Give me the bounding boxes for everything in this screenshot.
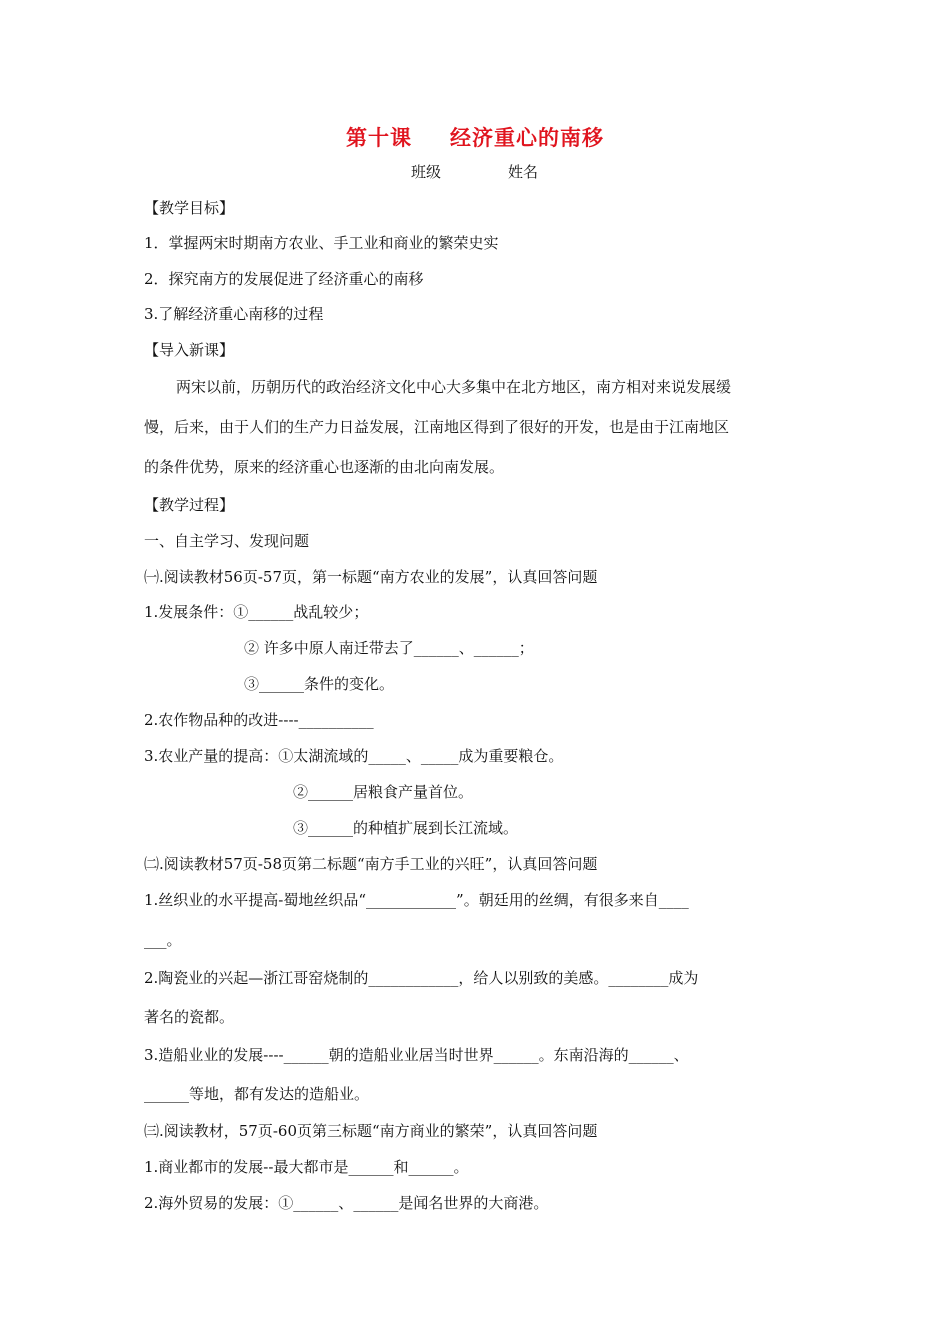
question-line: ③______条件的变化。 — [244, 675, 395, 693]
intro-paragraph-line: 两宋以前，历朝历代的政治经济文化中心大多集中在北方地区，南方相对来说发展缓 — [176, 378, 732, 396]
objectives-heading: 【教学目标】 — [144, 199, 235, 217]
objective-item: 1．掌握两宋时期南方农业、手工业和商业的繁荣史实 — [144, 234, 499, 252]
question-line: 3.农业产量的提高：①太湖流域的_____、_____成为重要粮仓。 — [144, 747, 564, 765]
question-line: 1.商业都市的发展--最大都市是______和______。 — [144, 1158, 469, 1176]
objective-item: 2．探究南方的发展促进了经济重心的南移 — [144, 270, 424, 288]
question-line: 著名的瓷都。 — [144, 1008, 235, 1026]
intro-paragraph-line: 的条件优势，原来的经济重心也逐渐的由北向南发展。 — [144, 458, 505, 476]
name-label: 姓名 — [508, 163, 539, 181]
class-label: 班级 — [411, 163, 442, 181]
question-line: 3.造船业业的发展----______朝的造船业业居当时世界______。东南沿海的______、 — [144, 1046, 689, 1064]
question-line: ② 许多中原人南迁带去了______、______； — [244, 639, 534, 657]
section-two-title: ㈡.阅读教材57页-58页第二标题“南方手工业的兴旺”，认真回答问题 — [144, 855, 598, 873]
question-line: ______等地，都有发达的造船业。 — [144, 1085, 370, 1103]
section-one-title: ㈠.阅读教材56页-57页，第一标题“南方农业的发展”，认真回答问题 — [144, 568, 598, 586]
question-line: ③______的种植扩展到长江流域。 — [293, 819, 519, 837]
question-line: 2.陶瓷业的兴起—浙江哥窑烧制的____________，给人以别致的美感。________成为 — [144, 969, 699, 987]
objective-item: 3.了解经济重心南移的过程 — [144, 305, 324, 323]
question-line: 1.丝织业的水平提高-蜀地丝织品“____________”。朝廷用的丝绸，有很多来自____ — [144, 891, 689, 909]
question-line: 2.农作物品种的改进----__________ — [144, 711, 374, 729]
question-line: 2.海外贸易的发展：①______、______是闻名世界的大商港。 — [144, 1194, 549, 1212]
part-one-heading: 一、自主学习、发现问题 — [144, 532, 310, 550]
process-heading: 【教学过程】 — [144, 496, 235, 514]
lesson-topic: 经济重心的南移 — [450, 125, 604, 150]
question-line: ②______居粮食产量首位。 — [293, 783, 474, 801]
lesson-number: 第十课 — [346, 125, 412, 150]
lesson-title — [0, 122, 950, 152]
intro-paragraph-line: 慢，后来，由于人们的生产力日益发展，江南地区得到了很好的开发，也是由于江南地区 — [144, 418, 730, 436]
section-three-title: ㈢.阅读教材，57页-60页第三标题“南方商业的繁荣”，认真回答问题 — [144, 1122, 598, 1140]
question-line: ___。 — [144, 931, 182, 949]
intro-heading: 【导入新课】 — [144, 341, 235, 359]
question-line: 1.发展条件：①______战乱较少； — [144, 603, 369, 621]
